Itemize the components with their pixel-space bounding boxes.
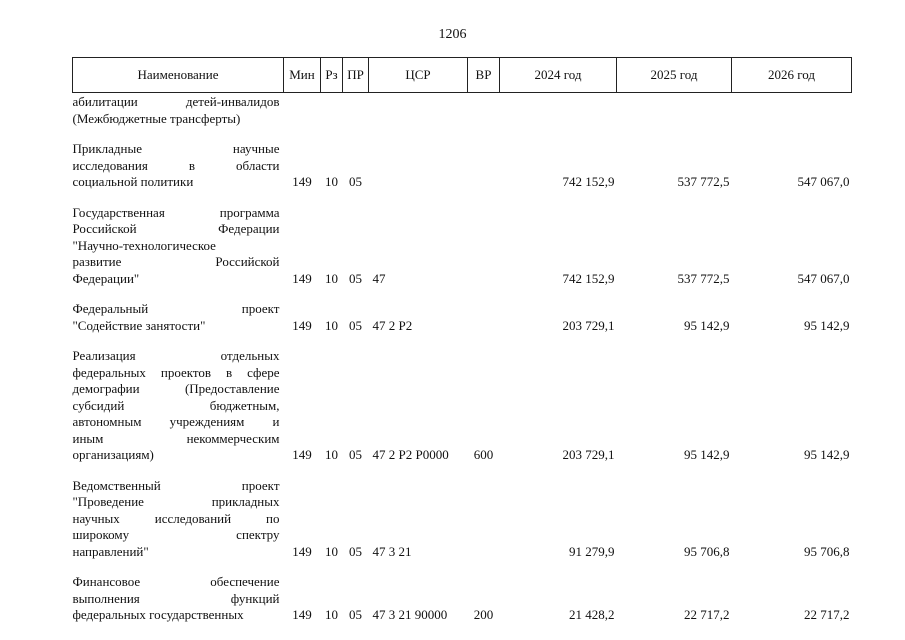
row-min: 149 [292,270,312,286]
header-min: Мин [284,58,321,93]
row-name-line: развитие Российской [72,254,280,269]
header-pr: ПР [343,58,369,93]
row-2024: 742 152,9 [562,270,615,286]
row-name-line: Государственная программа [72,204,280,220]
header-2024: 2024 год [500,58,617,93]
row-2026: 547 067,0 [797,270,850,286]
row-min: 149 [292,543,312,559]
row-name-line: исследования в области [72,157,280,173]
row-name-line: автономным учреждениям и [72,414,280,429]
row-name [73,287,284,334]
row-name-line: субсидий бюджетным, [72,397,280,413]
table-row [73,560,852,624]
table-header [73,58,852,93]
row-name [73,560,284,624]
row-min: 149 [292,447,312,462]
row-2026: 95 706,8 [804,543,850,559]
row-rz: 10 [325,447,338,462]
table-row [73,464,852,561]
table-body [73,93,852,624]
row-2025: 537 772,5 [677,270,730,286]
row-name-line: широкому спектру [72,527,280,542]
row-name-line: Реализация отдельных [72,348,280,363]
row-2025: 95 706,8 [684,543,730,559]
header-vr: ВР [468,58,500,93]
row-name [73,334,284,464]
table-row [73,334,852,464]
row-2024: 203 729,1 [562,447,615,462]
row-csr: 47 3 21 90000 [372,607,448,622]
header-csr: ЦСР [369,58,468,93]
row-vr [468,127,500,191]
row-pr [343,93,369,128]
row-min: 149 [292,317,312,333]
row-name-line: научных исследований по [72,510,280,526]
row-name [73,464,284,561]
table-row [73,127,852,191]
row-2024: 203 729,1 [562,317,615,333]
row-rz: 10 [325,543,338,559]
header-rz: Рз [321,58,343,93]
row-2024: 21 428,2 [569,607,615,622]
row-pr: 05 [349,270,362,286]
row-name-line: абилитации детей-инвалидов [72,94,280,109]
row-name-line: Прикладные научные [72,141,280,156]
row-min: 149 [292,607,312,622]
row-min [284,93,321,128]
budget-table [72,57,852,624]
row-2024: 91 279,9 [569,543,615,559]
row-2024 [500,93,617,128]
header-2025: 2025 год [617,58,732,93]
row-rz: 10 [325,317,338,333]
table-row [73,93,852,128]
row-name-line: Финансовое обеспечение [72,574,280,589]
row-csr: 47 2 Р2 [372,317,413,333]
row-name-line: "Научно-технологическое [72,237,216,253]
row-csr [369,127,468,191]
row-pr: 05 [349,543,362,559]
header-2026: 2026 год [732,58,852,93]
header-name: Наименование [73,58,284,93]
row-name-line: (Межбюджетные трансферты) [72,110,241,126]
row-name-line: "Проведение прикладных [72,494,280,509]
row-vr [468,191,500,288]
row-2025: 537 772,5 [677,174,730,189]
row-name [73,127,284,191]
row-vr [468,464,500,561]
row-name-line: "Содействие занятости" [72,317,206,333]
row-pr: 05 [349,317,362,333]
row-name-line: федеральных проектов в сфере [72,364,280,380]
row-rz: 10 [325,270,338,286]
row-pr: 05 [349,174,362,189]
row-name [73,191,284,288]
row-csr: 47 3 21 [372,543,412,559]
table-row [73,287,852,334]
row-name-line: демографии (Предоставление [72,381,280,396]
row-2024: 742 152,9 [562,174,615,189]
row-rz: 10 [325,174,338,189]
row-min: 149 [292,174,312,189]
row-vr: 600 [473,447,494,462]
row-name-line: Федеральный проект [72,301,280,316]
row-name-line: Федерации" [72,270,140,286]
row-csr: 47 2 Р2 Р0000 [372,447,449,462]
table-row [73,191,852,288]
row-name-line: социальной политики [72,174,194,189]
row-2026: 22 717,2 [804,607,850,622]
row-name-line: Ведомственный проект [72,477,280,493]
row-vr: 200 [473,607,494,622]
row-2025: 22 717,2 [684,607,730,622]
row-vr [468,93,500,128]
row-name-line: организациям) [72,447,154,462]
row-2025: 95 142,9 [684,447,730,462]
row-name-line: выполнения функций [72,590,280,606]
row-2026: 95 142,9 [804,317,850,333]
row-name-line: федеральных государственных [72,607,244,622]
row-csr [369,93,468,128]
row-2026: 95 142,9 [804,447,850,462]
row-name-line: направлений" [72,543,149,559]
row-csr: 47 [372,270,386,286]
row-rz: 10 [325,607,338,622]
row-rz [321,93,343,128]
row-2026 [732,93,852,128]
row-2025 [617,93,732,128]
row-pr: 05 [349,447,362,462]
row-name [73,93,284,128]
page-number: 1206 [438,27,467,42]
row-name-line: иным некоммерческим [72,430,280,446]
row-name-line: Российской Федерации [72,221,280,236]
row-2025: 95 142,9 [684,317,730,333]
row-vr [468,287,500,334]
row-2026: 547 067,0 [797,174,850,189]
row-pr: 05 [349,607,362,622]
